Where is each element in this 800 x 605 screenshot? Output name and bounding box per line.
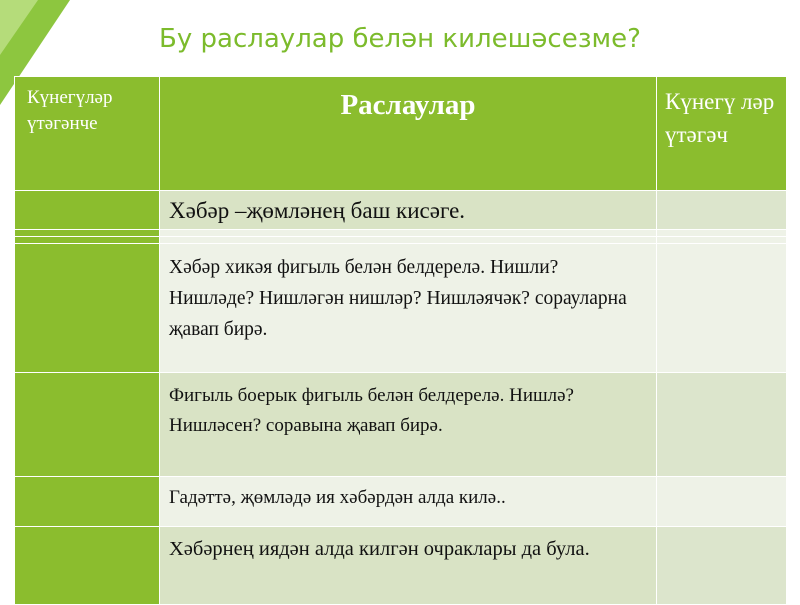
after-cell[interactable] bbox=[657, 527, 787, 605]
table-row bbox=[15, 244, 787, 373]
slide-title: Бу раслаулар белән килешәсезме? bbox=[159, 24, 641, 54]
statement-cell bbox=[160, 373, 657, 477]
spacer-cell-middle bbox=[160, 230, 657, 237]
header-after: Күнегү ләр үтәгәч bbox=[657, 77, 787, 191]
statement-cell bbox=[160, 244, 657, 373]
before-cell[interactable] bbox=[15, 244, 160, 373]
statement-cell bbox=[160, 527, 657, 605]
before-cell[interactable] bbox=[15, 527, 160, 605]
statements-table bbox=[14, 76, 787, 605]
table-row bbox=[15, 373, 787, 477]
before-cell[interactable] bbox=[15, 373, 160, 477]
header-statements: Раслаулар bbox=[160, 77, 657, 191]
spacer-cell-right bbox=[657, 230, 787, 237]
statement-cell bbox=[160, 477, 657, 527]
statement-text: Хәбәр –җөмләнең баш кисәге. bbox=[169, 198, 466, 223]
before-cell[interactable] bbox=[15, 191, 160, 230]
statement-text: Хәбәрнең иядән алда килгән очраклары да була. bbox=[169, 538, 590, 560]
table-row bbox=[15, 191, 787, 230]
statement-text: Фигыль боерык фигыль белән белдерелә. Нишлә? Нишләсен? соравына җавап бирә. bbox=[169, 385, 574, 436]
after-cell[interactable] bbox=[657, 191, 787, 230]
statement-text: Хәбәр хикәя фигыль белән белдерелә. Нишли? Нишләде? Нишләгән нишләр? Нишләячәк? сорауларна җавап бирә. bbox=[169, 257, 627, 340]
spacer-cell-right bbox=[657, 237, 787, 244]
spacer-row bbox=[15, 230, 787, 237]
table-row bbox=[15, 527, 787, 605]
table-header-row bbox=[15, 77, 787, 191]
after-cell[interactable] bbox=[657, 477, 787, 527]
after-cell[interactable] bbox=[657, 244, 787, 373]
header-before: Күнегүләр үтәгәнче bbox=[15, 77, 160, 191]
after-cell[interactable] bbox=[657, 373, 787, 477]
spacer-cell-left bbox=[15, 237, 160, 244]
statement-cell bbox=[160, 191, 657, 230]
spacer-cell-middle bbox=[160, 237, 657, 244]
statement-text: Гадәттә, җөмләдә ия хәбәрдән алда килә.. bbox=[169, 487, 506, 508]
before-cell[interactable] bbox=[15, 477, 160, 527]
table-row bbox=[15, 477, 787, 527]
spacer-row bbox=[15, 237, 787, 244]
spacer-cell-left bbox=[15, 230, 160, 237]
